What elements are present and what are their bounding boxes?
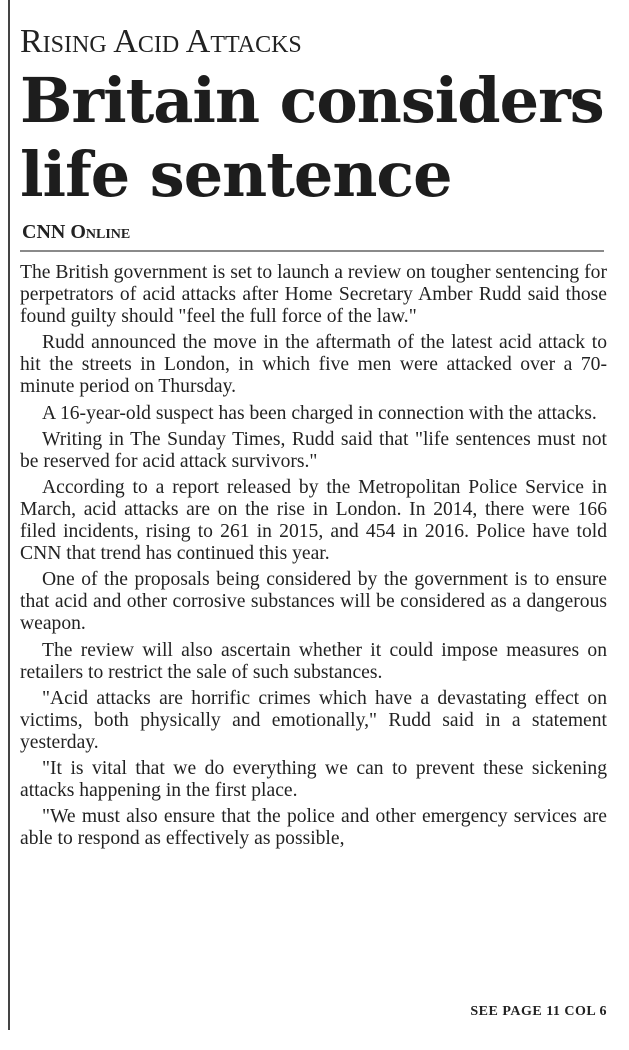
column-rule bbox=[8, 0, 10, 1030]
article-source: CNN Online bbox=[22, 221, 131, 243]
article-headline: Britain considers life sentence bbox=[20, 64, 604, 211]
paragraph: "We must also ensure that the police and other emergency services are able to respond as effectively as possible, bbox=[20, 806, 607, 850]
paragraph: According to a report released by the Metropolitan Police Service in March, acid attacks are on the rise in London. In 2014, there were 166 filed incidents, rising to 261 in 2015, and 454 in 2016. Police have told CNN that trend has continued this year. bbox=[20, 476, 607, 565]
paragraph: "It is vital that we do everything we can to prevent these sickening attacks happening in the first place. bbox=[20, 757, 607, 802]
paragraph: The British government is set to launch a review on tougher sentencing for perpetrators of acid attacks after Home Secretary Amber Rudd said those found guilty should "feel the full force of the law." bbox=[20, 262, 607, 328]
paragraph: A 16-year-old suspect has been charged in connection with the attacks. bbox=[42, 402, 597, 424]
article-kicker: Rising Acid Attacks bbox=[20, 23, 302, 60]
article-body bbox=[20, 262, 607, 850]
divider bbox=[20, 250, 604, 252]
article bbox=[20, 22, 607, 854]
paragraph: "Acid attacks are horrific crimes which have a devastating effect on victims, both physically and emotionally," Rudd said in a statement yesterday. bbox=[20, 687, 607, 753]
paragraph: Writing in The Sunday Times, Rudd said that "life sentences must not be reserved for acid attack survivors." bbox=[20, 428, 607, 472]
continuation-line: SEE PAGE 11 COL 6 bbox=[470, 1004, 607, 1019]
paragraph: The review will also ascertain whether it could impose measures on retailers to restrict the sale of such substances. bbox=[20, 639, 607, 683]
paragraph: Rudd announced the move in the aftermath of the latest acid attack to hit the streets in London, in which five men were attacked over a 70-minute period on Thursday. bbox=[20, 332, 607, 398]
paragraph: One of the proposals being considered by the government is to ensure that acid and other corrosive substances will be considered as a dangerous weapon. bbox=[20, 569, 607, 635]
